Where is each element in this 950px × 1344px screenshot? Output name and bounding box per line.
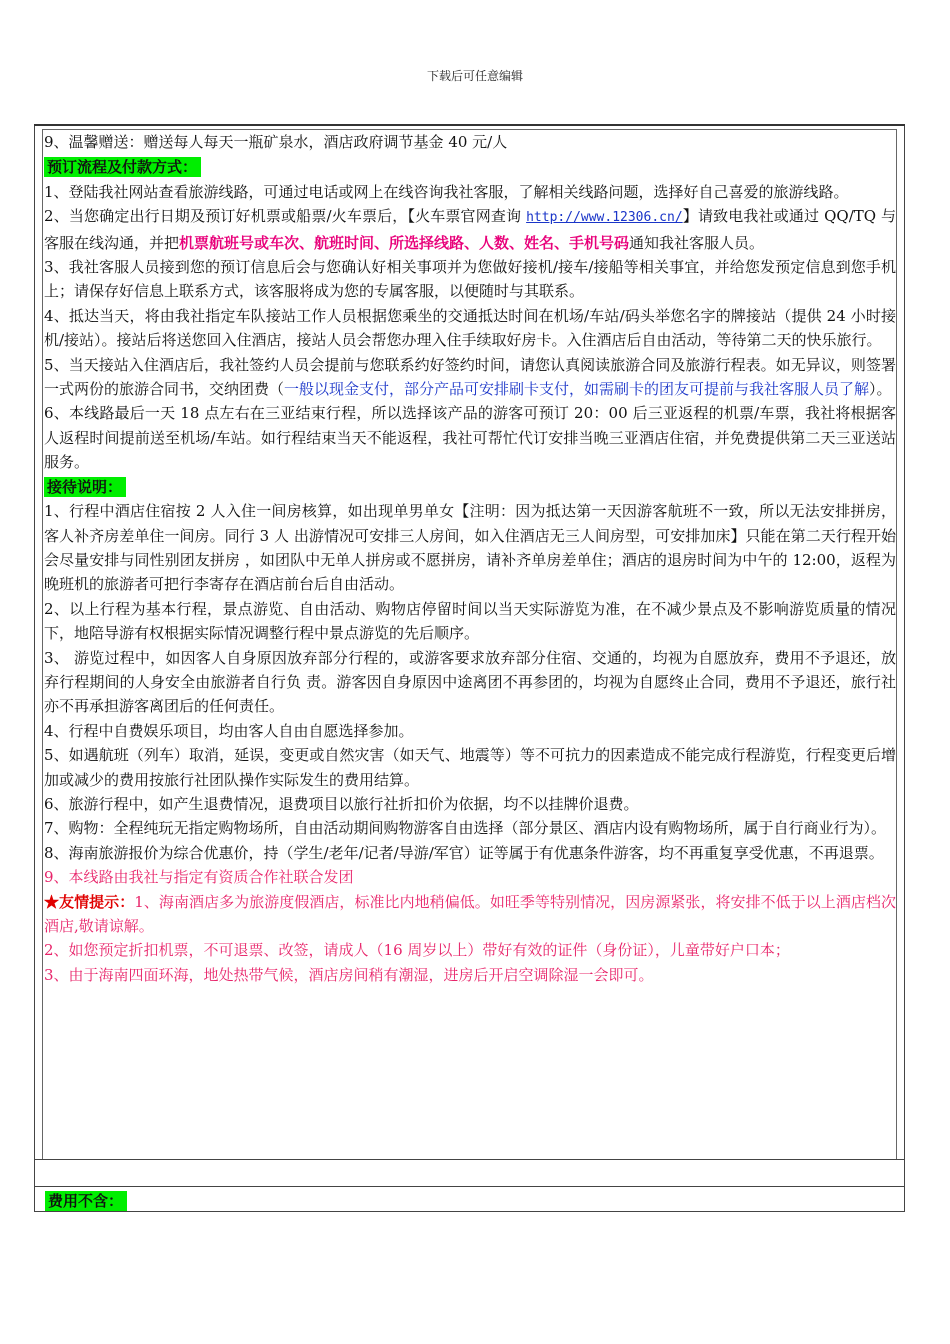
reception-item-4: 4、行程中自费娱乐项目，均由客人自由自愿选择参加。	[44, 721, 414, 740]
gift-line: 9、温馨赠送：赠送每人每天一瓶矿泉水，酒店政府调节基金 40 元/人	[44, 133, 508, 151]
reception-section-title: 接待说明：	[44, 477, 126, 497]
row-separator	[34, 1186, 905, 1187]
itinerary-notes	[44, 130, 896, 987]
booking-step-2	[44, 204, 896, 255]
booking-step-2-required-info: 机票航班号或车次、航班时间、所选择线路、人数、姓名、手机号码	[179, 233, 630, 252]
cell-right-border	[896, 129, 897, 1159]
star-icon: ★	[44, 892, 60, 911]
reception-item-3: 3、 游览过程中，如因客人自身原因放弃部分行程的，或游客要求放弃部分住宿、交通的，均视为自愿放弃，费用不予退还，放弃行程期间的人身安全由旅游者自行负 责。游客因自身原因中途离团不再参团的，均视为自愿终止合同，费用不予退还，旅行社亦不再承担游客离团后的任何责任。	[44, 648, 896, 716]
tips-item-3: 3、由于海南四面环海，地处热带气候，酒店房间稍有潮湿，进房后开启空调除湿一会即可。	[44, 965, 654, 984]
reception-item-8: 8、海南旅游报价为综合优惠价，持（学生/老年/记者/导游/军官）证等属于有优惠条件游客，均不再重复享受优惠，不再退票。	[44, 843, 884, 862]
tips-item-1-text: 1、海南酒店多为旅游度假酒店，标准比内地稍偏低。如旺季等特别情况，因房源紧张，将安排不低于以上酒店档次酒店,敬请谅解。	[44, 892, 896, 935]
booking-step-2-text-b: 】请致电我社或通过 QQ/TQ 与客服在线沟通，并把	[44, 207, 896, 252]
booking-step-6: 6、本线路最后一天 18 点左右在三亚结束行程，所以选择该产品的游客可预订 20：00 后三亚返程的机票/车票，我社将根据客人返程时间提前送至机场/车站。如行程结束当天不能返程，我社可帮忙代订安排当晚三亚酒店住宿，并免费提供第二天三亚送站服务。	[44, 404, 896, 472]
booking-step-5-text-b: ）。	[869, 380, 892, 399]
fees-excluded-title: 费用不含：	[45, 1191, 127, 1211]
reception-item-1: 1、行程中酒店住宿按 2 人入住一间房核算，如出现单男单女【注明：因为抵达第一天因游客航班不一致，所以无法安排拼房，客人补齐房差单住一间房。同行 3 人 出游情况可安排三人房间，如入住酒店无三人间房型，可安排加床】只能在第二天行程开始会尽量安排与同性别团友拼房 ，如团队中无单人拼房或不愿拼房，请补齐单房差单住；酒店的退房时间为中午的 12:00，返程为晚班机的旅游者可把行李寄存在酒店前台后自由活动。	[44, 502, 896, 594]
table-top-border	[34, 124, 905, 126]
reception-item-7: 7、购物：全程纯玩无指定购物场所，自由活动期间购物游客自由选择（部分景区、酒店内设有购物场所，属于自行商业行为）。	[44, 819, 887, 838]
booking-step-3: 3、我社客服人员接到您的预订信息后会与您确认好相关事项并为您做好接机/接车/接船等相关事宜，并给您发预定信息到您手机上；请保存好信息上联系方式，该客服将成为您的专属客服，以便随时与其联系。	[44, 258, 896, 301]
reception-item-6: 6、旅游行程中，如产生退费情况，退费项目以旅行社折扣价为依据，均不以挂牌价退费。	[44, 794, 639, 813]
booking-step-4: 4、抵达当天，将由我社指定车队接站工作人员根据您乘坐的交通抵达时间在机场/车站/码头举您名字的牌接站（提供 24 小时接机/接站）。接站后将送您回入住酒店，接站人员会帮您办理入住手续取好房卡。入住酒店后自由活动，等待第二天的快乐旅行。	[44, 306, 896, 350]
reception-item-2: 2、以上行程为基本行程，景点游览、自由活动、购物店停留时间以当天实际游览为准，在不减少景点及不影响游览质量的情况下，地陪导游有权根据实际情况调整行程中景点游览的先后顺序。	[44, 599, 896, 643]
page-header: 下载后可任意编辑	[426, 69, 523, 83]
booking-step-5-text-a: 5、当天接站入住酒店后，我社签约人员会提前与您联系约好签约时间，请您认真阅读旅游合同及旅游行程表。如无异议，则签署一式两份的旅游合同书，交纳团费（	[44, 355, 896, 399]
row-separator	[34, 1159, 905, 1160]
tips-title: 友情提示：	[59, 892, 135, 911]
booking-step-2-text-a: 2、当您确定出行日期及预订好机票或船票/火车票后，【火车票官网查询	[44, 207, 527, 226]
booking-step-5	[44, 353, 896, 402]
tips-item-1	[44, 890, 896, 939]
booking-step-2-text-c: 通知我社客服人员。	[629, 233, 765, 252]
booking-step-5-payment-note: 一般以现金支付，部分产品可安排刷卡支付，如需刷卡的团友可提前与我社客服人员了解	[284, 380, 870, 399]
tips-item-2: 2、如您预定折扣机票，不可退票、改签，请成人（16 周岁以上）带好有效的证件（身份证），儿童带好户口本；	[44, 941, 790, 960]
railway-ticket-link[interactable]: http://www.12306.cn/	[526, 210, 683, 226]
booking-step-1: 1、登陆我社网站查看旅游线路，可通过电话或网上在线咨询我社客服，了解相关线路问题，选择好自己喜爱的旅游线路。	[44, 182, 849, 201]
fees-excluded-row	[45, 1189, 127, 1213]
cell-left-border	[42, 129, 43, 1159]
booking-section-title: 预订流程及付款方式：	[44, 157, 201, 177]
reception-item-9: 9、本线路由我社与指定有资质合作社联合发团	[44, 868, 354, 887]
reception-item-5: 5、如遇航班（列车）取消，延误，变更或自然灾害（如天气、地震等）等不可抗力的因素造成不能完成行程游览，行程变更后增加或减少的费用按旅行社团队操作实际发生的费用结算。	[44, 746, 896, 789]
